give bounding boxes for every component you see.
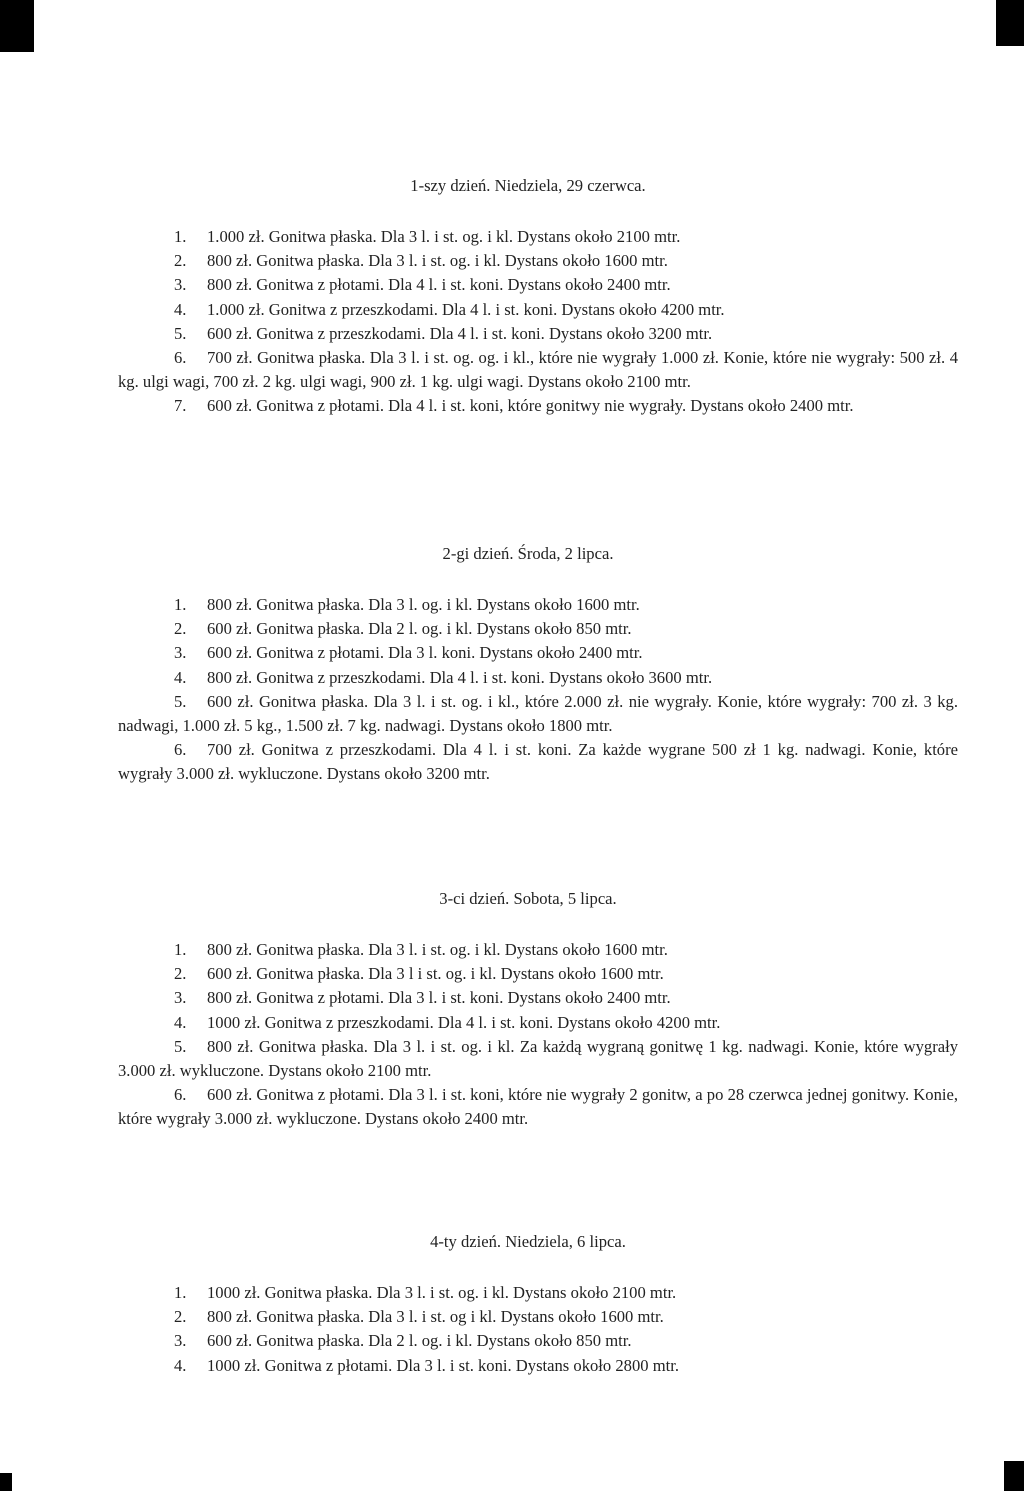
race-number: 3. [174, 275, 187, 295]
race-entry [118, 593, 958, 617]
race-number: 1. [174, 595, 187, 614]
scan-corner-bottom-right [1004, 1461, 1024, 1491]
race-entry [118, 986, 958, 1010]
race-number: 2. [174, 964, 187, 984]
race-entry [118, 1305, 958, 1329]
race-entry [118, 690, 958, 738]
race-description: 1.000 zł. Gonitwa z przeszkodami. Dla 4 l. i st. koni. Dystans około 4200 mtr. [207, 299, 725, 319]
day-title: 4-ty dzień. Niedziela, 6 lipca. [430, 1232, 626, 1251]
race-description: 600 zł. Gonitwa z płotami. Dla 4 l. i st. koni, które gonitwy nie wygrały. Dystans około 2400 mtr. [207, 396, 854, 416]
race-number: 2. [174, 1307, 187, 1327]
race-list [118, 1281, 958, 1378]
race-entry [118, 641, 958, 665]
race-entry [118, 273, 958, 297]
race-entry [118, 617, 958, 641]
race-number: 7. [174, 396, 187, 416]
race-number: 6. [174, 740, 187, 760]
race-list [118, 593, 958, 787]
race-number: 4. [174, 1012, 187, 1032]
race-description: 600 zł. Gonitwa z płotami. Dla 3 l. koni. Dystans około 2400 mtr. [207, 643, 643, 663]
race-description: 600 zł. Gonitwa płaska. Dla 3 l. i st. og. i kl., które 2.000 zł. nie wygrały. Konie, które wygrały: 700 zł. 3 kg. nadwagi, 1.000 zł. 5 kg., 1.500 zł. 7 kg. nadwagi. Dystans około 1800 mtr. [118, 691, 958, 736]
race-number: 6. [174, 1085, 187, 1105]
race-description: 600 zł. Gonitwa płaska. Dla 2 l. og. i kl. Dystans około 850 mtr. [207, 1331, 632, 1351]
race-entry [118, 1281, 958, 1305]
race-entry [118, 249, 958, 273]
scan-corner-top-right [996, 0, 1024, 46]
day-title: 2-gi dzień. Środa, 2 lipca. [442, 544, 614, 563]
race-entry [118, 666, 958, 690]
race-description: 1000 zł. Gonitwa z płotami. Dla 3 l. i st. koni. Dystans około 2800 mtr. [207, 1355, 679, 1375]
race-entry [118, 1083, 958, 1131]
race-number: 1. [174, 227, 187, 246]
race-number: 3. [174, 988, 187, 1008]
race-number: 6. [174, 348, 187, 368]
race-entry [118, 962, 958, 986]
race-number: 5. [174, 323, 187, 343]
race-entry [118, 738, 958, 786]
race-description: 700 zł. Gonitwa płaska. Dla 3 l. i st. og. og. i kl., które nie wygrały 1.000 zł. Konie, które nie wygrały: 500 zł. 4 kg. ulgi wagi, 700 zł. 2 kg. ulgi wagi, 900 zł. 1 kg. ulgi wagi. Dystans około 2100 mtr. [118, 348, 958, 392]
race-description: 800 zł. Gonitwa płaska. Dla 3 l. i st. og. i kl. Za każdą wygraną gonitwę 1 kg. nadwagi. Konie, które wygrały 3.000 zł. wykluczone. Dystans około 2100 mtr. [118, 1036, 958, 1081]
race-number: 4. [174, 299, 187, 319]
race-entry [118, 938, 958, 962]
race-entry [118, 1035, 958, 1083]
race-entry [118, 322, 958, 346]
race-list [118, 225, 958, 419]
race-number: 3. [174, 643, 187, 663]
race-number: 5. [174, 1036, 187, 1056]
race-entry [118, 346, 958, 394]
race-description: 1000 zł. Gonitwa płaska. Dla 3 l. i st. og. i kl. Dystans około 2100 mtr. [207, 1283, 677, 1302]
race-entry [118, 225, 958, 249]
race-description: 700 zł. Gonitwa z przeszkodami. Dla 4 l. i st. koni. Za każde wygrane 500 zł 1 kg. nadwagi. Konie, które wygrały 3.000 zł. wykluczone. Dystans około 3200 mtr. [118, 740, 958, 784]
race-description: 600 zł. Gonitwa płaska. Dla 2 l. og. i kl. Dystans około 850 mtr. [207, 619, 632, 639]
race-description: 800 zł. Gonitwa z płotami. Dla 4 l. i st. koni. Dystans około 2400 mtr. [207, 275, 671, 295]
day-title: 1-szy dzień. Niedziela, 29 czerwca. [410, 176, 646, 195]
race-description: 1.000 zł. Gonitwa płaska. Dla 3 l. i st. og. i kl. Dystans około 2100 mtr. [207, 227, 681, 246]
race-description: 800 zł. Gonitwa z przeszkodami. Dla 4 l. i st. koni. Dystans około 3600 mtr. [207, 667, 713, 687]
race-number: 4. [174, 1355, 187, 1375]
race-number: 1. [174, 940, 187, 959]
race-description: 800 zł. Gonitwa z płotami. Dla 3 l. i st. koni. Dystans około 2400 mtr. [207, 988, 671, 1008]
race-entry [118, 1011, 958, 1035]
race-description: 600 zł. Gonitwa z płotami. Dla 3 l. i st. koni, które nie wygrały 2 gonitw, a po 28 czerwca jednej gonitwy. Konie, które wygrały 3.000 zł. wykluczone. Dystans około 2400 mtr. [118, 1085, 958, 1129]
race-number: 2. [174, 251, 187, 271]
race-list [118, 938, 958, 1132]
race-number: 2. [174, 619, 187, 639]
scan-corner-bottom-left [0, 1473, 12, 1491]
race-number: 1. [174, 1283, 187, 1302]
race-entry [118, 298, 958, 322]
race-entry [118, 1354, 958, 1378]
race-description: 1000 zł. Gonitwa z przeszkodami. Dla 4 l. i st. koni. Dystans około 4200 mtr. [207, 1012, 721, 1032]
scan-corner-top-left [0, 0, 34, 52]
race-description: 800 zł. Gonitwa płaska. Dla 3 l. i st. og i kl. Dystans około 1600 mtr. [207, 1307, 664, 1327]
race-entry [118, 394, 958, 418]
race-number: 5. [174, 691, 187, 711]
race-description: 800 zł. Gonitwa płaska. Dla 3 l. i st. og. i kl. Dystans około 1600 mtr. [207, 251, 668, 271]
race-description: 800 zł. Gonitwa płaska. Dla 3 l. og. i kl. Dystans około 1600 mtr. [207, 595, 640, 614]
day-title: 3-ci dzień. Sobota, 5 lipca. [439, 889, 617, 908]
race-description: 600 zł. Gonitwa płaska. Dla 3 l i st. og. i kl. Dystans około 1600 mtr. [207, 964, 664, 984]
race-entry [118, 1329, 958, 1353]
race-description: 600 zł. Gonitwa z przeszkodami. Dla 4 l. i st. koni. Dystans około 3200 mtr. [207, 323, 713, 343]
race-description: 800 zł. Gonitwa płaska. Dla 3 l. i st. og. i kl. Dystans około 1600 mtr. [207, 940, 668, 959]
race-number: 3. [174, 1331, 187, 1351]
race-number: 4. [174, 667, 187, 687]
